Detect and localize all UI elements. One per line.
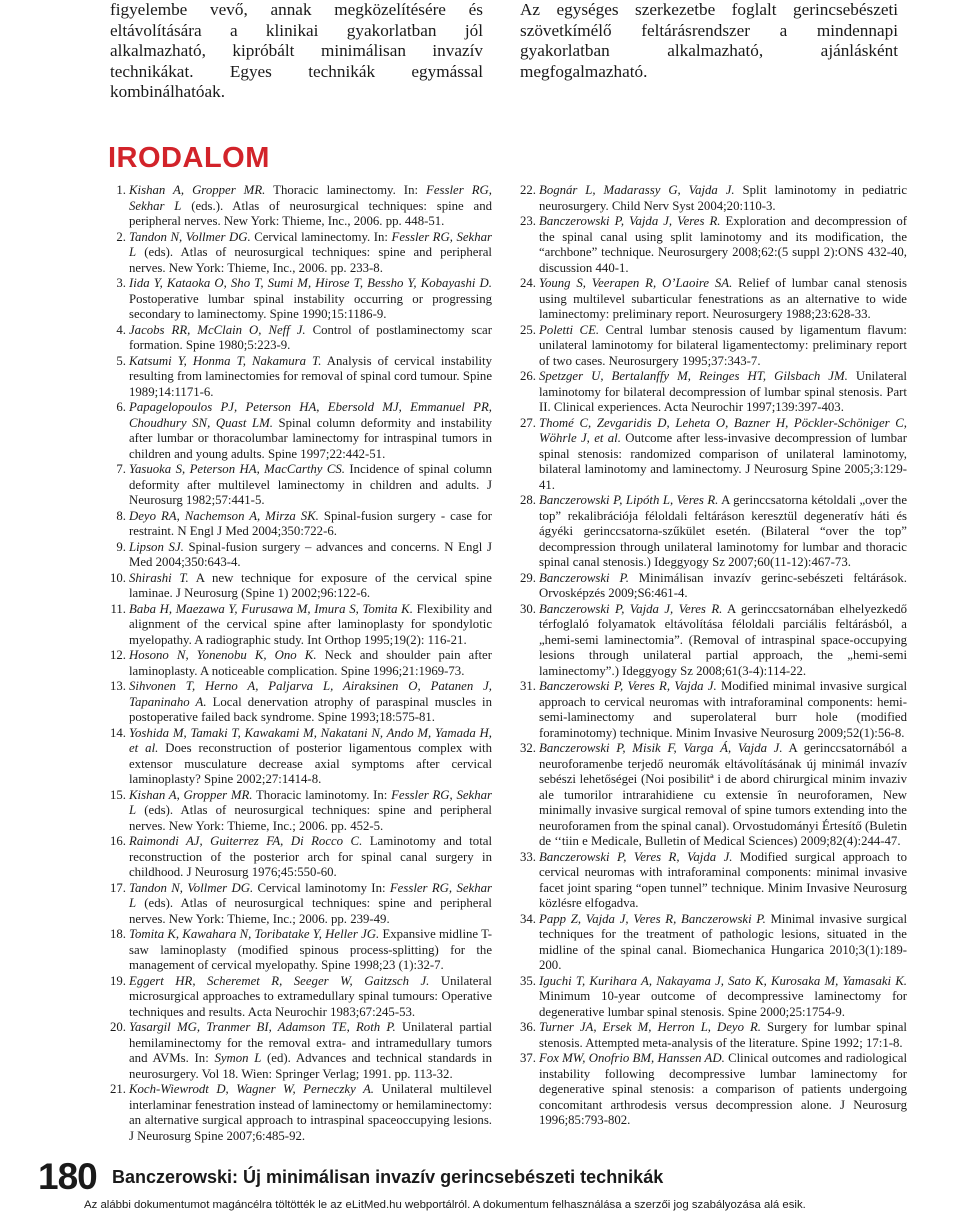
reference-authors: Turner JA, Ersek M, Herron L, Deyo R. (539, 1020, 761, 1034)
reference-number: 2. (116, 229, 126, 244)
copyright-note: Az alábbi dokumentumot magáncélra töltötték le az eLitMed.hu webportálról. A dokumentum felhasználása a szerzői jog szabályozása alá esik. (84, 1199, 806, 1211)
reference-authors: Banczerowski P. (539, 570, 629, 585)
reference-authors: Banczerowski P, Veres R, Vajda J. (539, 679, 717, 693)
reference-item (107, 571, 492, 602)
reference-item (517, 214, 907, 276)
reference-item (107, 788, 492, 835)
reference-text: Thoracic laminectomy. In: (265, 183, 427, 197)
reference-authors: Lipson SJ. (129, 539, 184, 554)
reference-number: 7. (116, 462, 126, 476)
reference-authors: Sihvonen T, Herno A, Paljarva L, Airaksinen O, Patanen J, Tapaninaho A. (129, 679, 492, 709)
reference-number: 32. (520, 741, 536, 755)
reference-authors: Banczerowski P, Vajda J, Veres R. (539, 214, 721, 228)
reference-number: 15. (110, 787, 126, 802)
reference-item (107, 400, 492, 462)
reference-item (107, 230, 492, 277)
reference-text: Flexibility and alignment of the cervical spine after laminoplasty for spondylotic myelopathy. A radiographic study. Int Orthop 1995;19(2): 116-21. (129, 601, 493, 647)
reference-number: 12. (110, 648, 126, 662)
reference-authors: Papp Z, Vajda J, Veres R, Banczerowski P. (539, 911, 766, 926)
reference-number: 27. (520, 415, 536, 430)
reference-number: 21. (110, 1082, 126, 1096)
reference-authors: Banczerowski P, Veres R, Vajda J. (539, 849, 733, 864)
reference-list-right (517, 183, 907, 1129)
reference-editors: Fessler RG, Sekhar L (129, 229, 492, 259)
reference-item (107, 602, 492, 649)
reference-text: Analysis of cervical instability resulting from laminectomies for removal of spinal cord tumour. Spine 1989;14:1171-6. (129, 353, 493, 399)
reference-authors: Tandon N, Vollmer DG. (129, 229, 251, 244)
reference-number: 8. (116, 508, 126, 523)
reference-item (107, 834, 492, 881)
reference-authors: Bognár L, Madarassy G, Vajda J. (539, 183, 735, 197)
reference-text: Thoracic laminotomy. In: (252, 787, 392, 802)
reference-item (107, 881, 492, 928)
reference-number: 11. (110, 601, 126, 616)
reference-text: Exploration and decompression of the spinal canal using split laminotomy and its modification, the “archbone” technique. Neurosurgery 2008;62:(5 suppl 2):ONS 432-40, discussion 440-1. (539, 214, 907, 275)
reference-number: 13. (110, 679, 126, 693)
reference-authors: Baba H, Maezawa Y, Furusawa M, Imura S, Tomita K. (129, 601, 413, 616)
reference-text: Relief of lumbar canal stenosis using multilevel subarticular fenestrations as an alternative to wide laminectomy: preliminary report. Neurosurgery 1988;23:628-33. (539, 276, 907, 321)
reference-text: Surgery for lumbar spinal stenosis. Attempted meta-analysis of the literature. Spine 1992; 17:1-8. (539, 1020, 907, 1050)
reference-number: 3. (116, 276, 126, 290)
reference-number: 10. (110, 570, 126, 585)
reference-number: 20. (110, 1020, 126, 1034)
reference-number: 17. (110, 880, 126, 895)
reference-text: A gerinccsatornából a neuroforamenbe terjedő neuromák eltávolításának új minimál invazív sebészi lehetőségei (Noi posibilitª i de abord chirurgical minim invaziv ale tumorilor intrarahidiene cu extensie în neuroforamen, New minimally invasive surgical removal of spine tumors extending into the neuroforamen from the spinal canal). Orvostudományi Értesítő (Buletin de ‘‘tiin e Medicale, Bulletin of Medical Sciences) 2009;82(4):244-47. (539, 741, 907, 848)
reference-number: 16. (110, 834, 126, 848)
reference-authors: Shirashi T. (129, 570, 189, 585)
reference-item (517, 416, 907, 494)
reference-authors: Papagelopoulos PJ, Peterson HA, Ebersold MJ, Emmanuel PR, Choudhury SN, Quast LM. (129, 400, 492, 430)
reference-text: Unilateral laminotomy for bilateral decompression of lumbar spinal stenosis. Part II. Clinical experiences. Acta Neurochir 1997;139:397-403. (539, 369, 907, 414)
reference-text: A gerinccsatorna kétoldali „over the top” rekalibrációja féloldali feltáráson keresztül degeneratív háti és ágyéki gerinccsatorna-szűkület esetén. (Bilateral “over the top” decompression through unilateral laminotomy for lumbar and thoracic spinal canal stenosis.) Ideggyogy Sz 2007;60(11-12):467-73. (539, 493, 908, 569)
reference-authors: Yasuoka S, Peterson HA, MacCarthy CS. (129, 462, 346, 476)
reference-authors: Banczerowski P, Lipóth L, Veres R. (539, 493, 719, 507)
reference-text: Modified surgical approach to cervical neuromas with intraforaminal components: minimal invasive facet joint sparing “open tunnel” technique. Minim Invasive Neurosurg közlésre elfogadva. (539, 849, 907, 910)
reference-item (517, 974, 907, 1021)
reference-item (517, 679, 907, 741)
reference-item (107, 1020, 492, 1082)
reference-number: 33. (520, 849, 536, 864)
reference-number: 29. (520, 570, 536, 585)
reference-item (517, 571, 907, 602)
reference-text: Unilateral microsurgical approaches to extramedullary spinal tumours: Operative techniques and results. Acta Neurochir 1983;67:245-53. (129, 973, 492, 1019)
reference-number: 28. (520, 493, 536, 507)
reference-text: Incidence of spinal column deformity after multilevel laminectomy in children and adults. J Neurosurg 1982;57:441-5. (129, 462, 492, 507)
reference-text: Outcome after less-invasive decompression of lumbar spinal stenosis: randomized comparison of unilateral laminotomy, bilateral laminotomy and laminectomy. J Neurosurg Spine 2005;3:129-41. (539, 431, 907, 492)
reference-text: Does reconstruction of posterior ligamentous complex with extensor musculature decrease axial symptoms after cervical laminoplasty? Spine 2002;27:1414-8. (129, 741, 492, 786)
reference-number: 24. (520, 276, 536, 290)
reference-number: 9. (116, 539, 126, 554)
reference-text: Spinal-fusion surgery - case for restraint. N Engl J Med 2004;350:722-6. (129, 508, 492, 538)
reference-text: Spinal-fusion surgery – advances and concerns. N Engl J Med 2004;350:643-4. (129, 539, 493, 569)
reference-authors: Katsumi Y, Honma T, Nakamura T. (129, 353, 322, 368)
reference-authors: Deyo RA, Nachemson A, Mirza SK. (129, 508, 319, 523)
reference-number: 14. (110, 725, 126, 740)
reference-item (107, 323, 492, 354)
reference-authors: Thomé C, Zevgaridis D, Leheta O, Bazner H, Pöckler-Schöniger C, Wöhrle J, et al. (539, 415, 907, 445)
reference-authors: Tomita K, Kawahara N, Toribatake Y, Heller JG. (129, 927, 380, 941)
reference-number: 1. (116, 183, 126, 197)
reference-text: Cervical laminectomy. In: (250, 229, 392, 244)
reference-text: A new technique for exposure of the cervical spine laminae. J Neurosurg (Spine 1) 2002;96:122-6. (129, 570, 492, 600)
reference-item (107, 183, 492, 230)
reference-authors: Yoshida M, Tamaki T, Kawakami M, Nakatani N, Ando M, Yamada H, et al. (129, 725, 492, 755)
reference-item (107, 1082, 492, 1144)
reference-item (517, 741, 907, 850)
reference-list-left (107, 183, 492, 1144)
reference-text: Local denervation atrophy of paraspinal muscles in postoperative failed back syndrome. Spine 1993;18:575-81. (129, 694, 492, 724)
reference-item (517, 1020, 907, 1051)
reference-number: 26. (520, 369, 536, 383)
running-title: Banczerowski: Új minimálisan invazív gerincsebészeti technikák (112, 1167, 664, 1187)
reference-text: Clinical outcomes and radiological instability following decompressive lumbar laminectomy for degenerative spinal stenosis: a comparison of patients undergoing concomitant arthrodesis versus decompression alone. J Neurosurg 1996;85:793-802. (539, 1051, 907, 1127)
reference-item (107, 648, 492, 679)
reference-text: Neck and shoulder pain after laminoplasty. A noticeable complication. Spine 1996;21:1969-73. (129, 648, 492, 678)
reference-number: 19. (110, 973, 126, 988)
reference-item (517, 602, 907, 680)
reference-item (107, 726, 492, 788)
reference-number: 30. (520, 601, 536, 616)
reference-item (107, 462, 492, 509)
reference-authors: Young S, Veerapen R, O’Laoire SA. (539, 276, 733, 290)
reference-number: 18. (110, 927, 126, 941)
reference-item (107, 509, 492, 540)
reference-editors: Symon L (214, 1051, 262, 1065)
page-number: 180 (38, 1156, 97, 1197)
reference-editors: Fessler RG, Sekhar L (129, 787, 492, 817)
reference-item (107, 974, 492, 1021)
intro-paragraph-left: figyelembe vevő, annak megközelítésére és eltávolítására a klinikai gyakorlatban jól alkalmazható, kipróbált minimálisan invazív technikákat. Egyes technikák egymással kombinálhatóak. (110, 0, 483, 102)
reference-number: 23. (520, 214, 536, 228)
reference-text: Postoperative lumbar spinal instability occurring or progressing secondary to laminectomy. Spine 1990;15:1186-9. (129, 291, 492, 321)
reference-text-cont: (eds). Atlas of neurosurgical techniques: spine and peripheral nerves. New York: Thieme, Inc.; 2006. pp. 239-49. (129, 896, 492, 926)
reference-number: 25. (520, 322, 536, 337)
reference-authors: Eggert HR, Scheremet R, Seeger W, Gaitzsch J. (129, 973, 430, 988)
reference-number: 34. (520, 911, 536, 926)
reference-item (517, 369, 907, 416)
reference-number: 31. (520, 679, 536, 693)
reference-authors: Iida Y, Kataoka O, Sho T, Sumi M, Hirose T, Bessho Y, Kobayashi D. (129, 276, 492, 290)
reference-number: 4. (116, 322, 126, 337)
reference-item (517, 493, 907, 571)
reference-number: 37. (520, 1051, 536, 1065)
reference-authors: Jacobs RR, McClain O, Neff J. (129, 322, 306, 337)
reference-item (517, 1051, 907, 1129)
reference-authors: Banczerowski P, Vajda J, Veres R. (539, 601, 723, 616)
reference-number: 35. (520, 973, 536, 988)
reference-item (107, 540, 492, 571)
reference-text: Minimálisan invazív gerinc-sebészeti feltárások. Orvosképzés 2009;S6:461-4. (539, 570, 907, 600)
reference-text-cont: (ed). Advances and technical standards in neurosurgery. Vol 18. Wien: Springer Verlag; 1991. pp. 113-32. (129, 1051, 492, 1081)
reference-item (517, 323, 907, 370)
reference-text: Central lumbar stenosis caused by ligamentum flavum: unilateral laminotomy for bilateral ligamentectomy: preliminary report of two cases. Neurosurgery 1995;37:343-7. (539, 322, 907, 368)
reference-number: 5. (116, 353, 126, 368)
reference-item (107, 927, 492, 974)
reference-text: Laminotomy and total reconstruction of the posterior arch for spinal canal surgery in childhood. J Neurosurg 1976;45:550-60. (129, 834, 493, 879)
reference-text: Control of postlaminectomy scar formation. Spine 1980;5:223-9. (129, 322, 492, 352)
reference-text: Spinal column deformity and instability after lumbar or thoracolumbar laminectomy for intraspinal tumors in children and young adults. Spine 1997;22:442-51. (129, 415, 492, 461)
reference-text: Unilateral multilevel interlaminar fenestration instead of laminectomy or hemilaminectomy: an alternative surgical approach to intraspinal spaceoccupying lesions. J Neurosurg Spine 2007;6:485-92. (129, 1082, 492, 1143)
reference-authors: Hosono N, Yonenobu K, Ono K. (129, 648, 317, 662)
reference-authors: Banczerowski P, Misik F, Varga Á, Vajda J. (539, 741, 783, 755)
reference-number: 36. (520, 1020, 536, 1034)
reference-text: A gerinccsatornában elhelyezkedő térfoglaló folyamatok eltávolítása féloldali parciális feltárásból, a „hemi-semi laminectomia”. (Removal of intraspinal space-occupying lesions through unilateral partial approach, the „hemi-semi laminectomy”.) Ideggyogy Sz 2008;61(3-4):114-22. (539, 601, 908, 678)
reference-item (517, 183, 907, 214)
reference-authors: Poletti CE. (539, 322, 600, 337)
reference-text: Cervical laminotomy In: (253, 880, 390, 895)
reference-text: Minimal invasive surgical techniques for the treatment of pathologic lesions, situated in the midline of the spinal canal. Biomechanica Hungarica 2010;3(1):189-200. (539, 911, 908, 972)
reference-authors: Fox MW, Onofrio BM, Hanssen AD. (539, 1051, 725, 1065)
reference-item (517, 850, 907, 912)
reference-authors: Iguchi T, Kurihara A, Nakayama J, Sato K, Kurosaka M, Yamasaki K. (539, 973, 907, 988)
reference-number: 6. (116, 400, 126, 414)
reference-item (517, 276, 907, 323)
reference-authors: Kishan A, Gropper MR. (129, 787, 253, 802)
reference-item (107, 354, 492, 401)
reference-authors: Kishan A, Gropper MR. (129, 183, 266, 197)
reference-item (517, 912, 907, 974)
reference-editors: Fessler RG, Sekhar L (129, 183, 492, 213)
reference-authors: Spetzger U, Bertalanffy M, Reinges HT, Gilsbach JM. (539, 369, 848, 383)
reference-text: Minimum 10-year outcome of decompressive laminectomy for degenerative lumbar spinal stenosis. Spine 2000;25:1754-9. (539, 989, 907, 1019)
reference-authors: Tandon N, Vollmer DG. (129, 880, 254, 895)
reference-text-cont: (eds.). Atlas of neurosurgical techniques: spine and peripheral nerves. New York: Thieme, Inc., 2006. pp. 448-51. (129, 198, 492, 228)
reference-editors: Fessler RG, Sekhar L (129, 880, 492, 910)
intro-paragraph-right: Az egységes szerkezetbe foglalt gerincsebészeti szövetkímélő feltárásrendszer a mindennapi gyakorlatban alkalmazható, ajánlásként megfogalmazható. (520, 0, 898, 81)
reference-text: Expansive midline T-saw laminoplasty (modified spinous process-splitting) for the management of cervical myelopathy. Spine 1998;23 (1):32-7. (129, 927, 492, 972)
section-heading: IRODALOM (108, 142, 270, 174)
reference-text: Modified minimal invasive surgical approach to cervical neuromas with intraforaminal components: hemi-semi-laminectomy and superolateral burr hole (modified foraminotomy) technique. Minim Invasive Neurosurg 2009;52(1):56-8. (539, 679, 907, 740)
reference-authors: Yasargil MG, Tranmer BI, Adamson TE, Roth P. (129, 1020, 396, 1034)
reference-item (107, 276, 492, 323)
reference-item (107, 679, 492, 726)
reference-text-cont: (eds). Atlas of neurosurgical techniques: spine and peripheral nerves. New York: Thieme, Inc., 2006. pp. 233-8. (129, 245, 492, 275)
reference-text: Split laminotomy in pediatric neurosurgery. Child Nerv Syst 2004;20:110-3. (539, 183, 908, 213)
reference-number: 22. (520, 183, 536, 197)
reference-text: Unilateral partial hemilaminectomy for the removal extra- and intramedullary tumors and AVMs. In: (129, 1020, 492, 1065)
reference-text-cont: (eds). Atlas of neurosurgical techniques: spine and peripheral nerves. New York: Thieme, Inc.; 2006. pp. 452-5. (129, 803, 492, 833)
reference-authors: Raimondi AJ, Guiterrez FA, Di Rocco C. (129, 834, 363, 848)
reference-authors: Koch-Wiewrodt D, Wagner W, Perneczky A. (129, 1082, 375, 1096)
